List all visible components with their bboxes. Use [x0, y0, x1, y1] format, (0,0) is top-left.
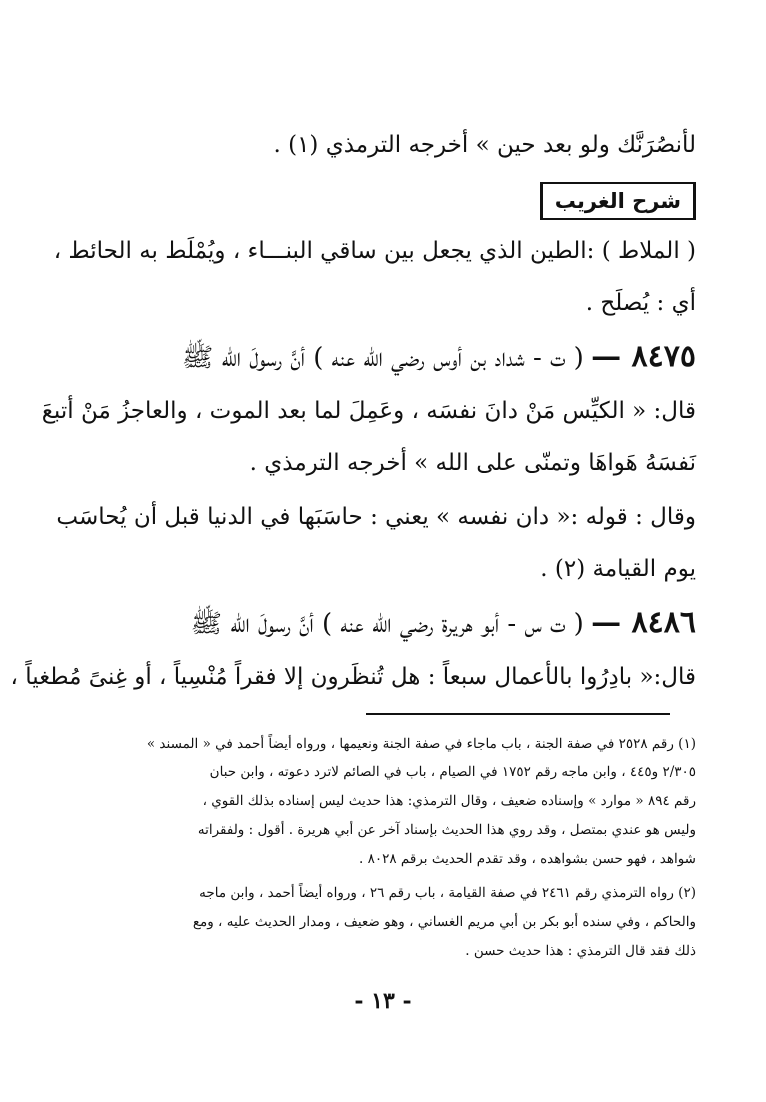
section-heading-glossary: شرح الغريب — [540, 182, 696, 220]
hadith-number: ٨٤٧٥ — — [591, 339, 696, 374]
footnote-line: (١) رقم ٢٥٢٨ في صفة الجنة ، باب ماجاء في صفة الجنة ونعيمها ، ورواه أيضاً أحمد في « المسند » — [146, 736, 696, 752]
footnote-line: ذلك فقد قال الترمذي : هذا حديث حسن . — [465, 943, 696, 959]
text-line: أي : يُصلَح . — [585, 290, 696, 316]
text-line: قال:« بادِرُوا بالأعمال سبعاً : هل تُنظَرون إلا فقراً مُنْسِياً ، أو غِنىً مُطغياً ، — [10, 664, 696, 690]
hadith-number: ٨٤٨٦ — — [591, 605, 696, 640]
footnote-line: والحاكم ، وفي سنده أبو بكر بن أبي مريم الغساني ، وهو ضعيف ، ومدار الحديث عليه ، ومع — [192, 914, 696, 930]
hadith-isnad: ( ت س - أبو هريرة رضي الله عنه ) أنَّ رسولَ الله ﷺ — [190, 609, 584, 639]
hadith-header-line — [70, 606, 696, 642]
text-line: يوم القيامة (٢) . — [540, 556, 696, 582]
text-line: نَفسَهُ هَواهَا وتمنّى على الله » أخرجه الترمذي . — [249, 450, 696, 476]
footnote-line: وليس هو عندي بمتصل ، وقد روي هذا الحديث بإسناد آخر عن أبي هريرة . أقول : ولفقراته — [197, 822, 696, 838]
footnote-line: رقم ٨٩٤ « موارد » وإسناده ضعيف ، وقال الترمذي: هذا حديث ليس إسناده بذلك القوي ، — [202, 793, 696, 809]
section-heading-line — [70, 182, 696, 220]
text-line: قال: « الكيِّس مَنْ دانَ نفسَه ، وعَمِلَ لما بعد الموت ، والعاجزُ مَنْ أتبعَ — [41, 398, 696, 424]
hadith-header-line — [70, 340, 696, 376]
footnote-line: شواهد ، فهو حسن بشواهده ، وقد تقدم الحديث برقم ٨٠٢٨ . — [358, 851, 696, 867]
footnote-line: ٢/٣٠٥ و٤٤٥ ، وابن ماجه رقم ١٧٥٢ في الصيام ، باب في الصائم لاترد دعوته ، وابن حبان — [209, 764, 696, 780]
text-line: ( الملاط ) :الطين الذي يجعل بين ساقي البنـــاء ، ويُمْلَط به الحائط ، — [53, 238, 696, 264]
hadith-isnad: ( ت - شداد بن أوس رضي الله عنه ) أنَّ رسولَ الله ﷺ — [181, 343, 584, 373]
page-number: - ١٣ - — [354, 988, 412, 1014]
footnote-divider — [366, 713, 670, 715]
text-line: وقال : قوله :« دان نفسه » يعني : حاسَبَها في الدنيا قبل أن يُحاسَب — [56, 504, 696, 530]
footnote-line: (٢) رواه الترمذي رقم ٢٤٦١ في صفة القيامة ، باب رقم ٢٦ ، ورواه أيضاً أحمد ، وابن ماجه — [199, 885, 696, 901]
text-line: لأنصُرَنَّك ولو بعد حين » أخرجه الترمذي (١) . — [273, 132, 696, 158]
